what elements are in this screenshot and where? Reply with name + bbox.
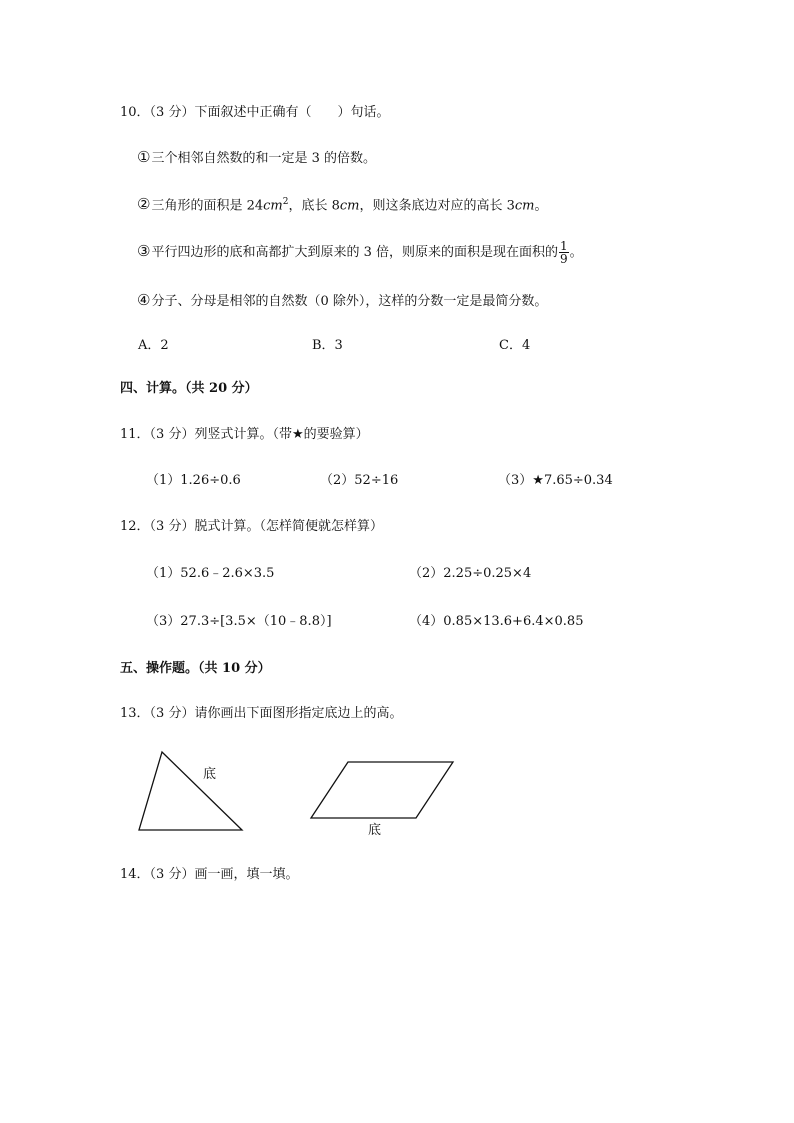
statement-4-text: 分子、分母是相邻的自然数（0 除外），这样的分数一定是最简分数。 bbox=[151, 294, 548, 309]
q11-problem-3-post: 7.65÷0.34 bbox=[543, 473, 613, 488]
statement-2-pre: 三角形的面积是 24 bbox=[151, 198, 264, 214]
statement-3-text: 平行四边形的底和高都扩大到原来的 3 倍，则原来的面积是现在面积的 bbox=[151, 245, 558, 260]
triangle-shape bbox=[139, 752, 242, 830]
statement-2-mid2: ，则这条底边对应的高长 3 bbox=[359, 198, 515, 214]
q10-stem: 10．（3 分）下面叙述中正确有（ ）句话。 bbox=[120, 105, 390, 120]
q11-problem-1: （1）1.26÷0.6 bbox=[146, 473, 241, 488]
fraction-numerator: 1 bbox=[560, 239, 568, 253]
q11-problem-2: （2）52÷16 bbox=[320, 473, 399, 488]
statement-marker-2: ② bbox=[137, 195, 151, 214]
statement-2-mid: ，底长 8 bbox=[288, 198, 340, 214]
unit-cm-2: cm bbox=[339, 198, 360, 214]
statement-marker-3: ③ bbox=[137, 242, 151, 260]
unit-exponent: 2 bbox=[282, 197, 289, 207]
star-icon: ★ bbox=[291, 427, 304, 442]
q12-stem: 12．（3 分）脱式计算。（怎样简便就怎样算） bbox=[120, 519, 383, 534]
q14-stem: 14．（3 分）画一画，填一填。 bbox=[120, 867, 299, 882]
section-4-title: 四、计算。（共 20 分） bbox=[120, 381, 258, 396]
unit-cm-1: cm bbox=[263, 198, 283, 214]
statement-1-text: 三个相邻自然数的和一定是 3 的倍数。 bbox=[151, 151, 376, 166]
parallelogram-base-label: 底 bbox=[368, 823, 382, 838]
fraction-denominator: 9 bbox=[560, 252, 568, 266]
option-a: A．2 bbox=[138, 338, 169, 353]
parallelogram-shape bbox=[311, 762, 453, 818]
section-5-title: 五、操作题。（共 10 分） bbox=[120, 661, 271, 676]
statement-marker-4: ④ bbox=[137, 291, 151, 309]
q12-problem-1: （1）52.6﹣2.6×3.5 bbox=[146, 566, 275, 581]
star-icon: ★ bbox=[532, 473, 544, 488]
q13-stem: 13．（3 分）请你画出下面图形指定底边上的高。 bbox=[120, 706, 403, 721]
statement-marker-1: ① bbox=[137, 148, 151, 166]
triangle-base-label: 底 bbox=[203, 767, 217, 782]
q11-stem-post: 的要验算） bbox=[303, 427, 369, 442]
q12-problem-3: （3）27.3÷[3.5×（10﹣8.8）] bbox=[146, 614, 332, 629]
option-b: B．3 bbox=[312, 338, 343, 353]
option-c: C．4 bbox=[499, 338, 531, 353]
q12-problem-2: （2）2.25÷0.25×4 bbox=[409, 566, 532, 581]
statement-3-end: 。 bbox=[569, 245, 583, 260]
statement-2-end: 。 bbox=[534, 198, 548, 214]
q11-stem-pre: 11．（3 分）列竖式计算。（带 bbox=[120, 427, 292, 442]
unit-cm-3: cm bbox=[514, 198, 535, 214]
q12-problem-4: （4）0.85×13.6+6.4×0.85 bbox=[409, 614, 584, 629]
q11-problem-3-pre: （3） bbox=[498, 473, 533, 488]
